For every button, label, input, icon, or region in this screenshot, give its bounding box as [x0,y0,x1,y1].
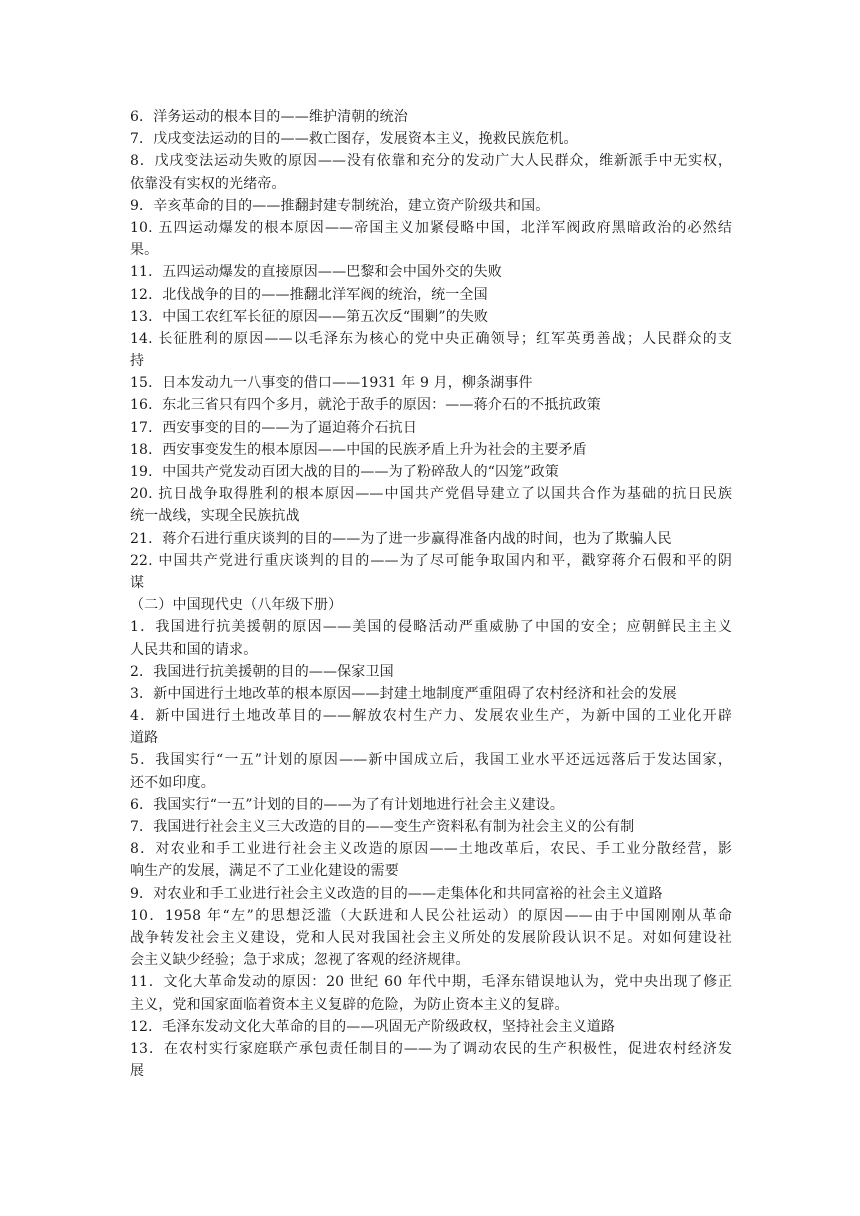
document-line: 持 [130,353,145,370]
document-line: 道路 [130,730,159,747]
document-line: 2．我国进行抗美援朝的目的——保家卫国 [130,663,394,680]
document-line: 15．日本发动九一八事变的借口——1931 年 9 月，柳条湖事件 [130,375,533,392]
document-line: 依靠没有实权的光绪帝。 [130,175,286,192]
document-line: 人民共和国的请求。 [130,641,258,658]
document-line: 10. 五四运动爆发的根本原因——帝国主义加紧侵略中国，北洋军阀政府黑暗政治的必然结 [130,219,732,236]
document-line: 18．西安事变发生的根本原因——中国的民族矛盾上升为社会的主要矛盾 [130,441,587,458]
document-line: 果。 [130,242,159,259]
document-line: 9．对农业和手工业进行社会主义改造的目的——走集体化和共同富裕的社会主义道路 [130,885,663,902]
document-line: 4．新中国进行土地改革目的——解放农村生产力、发展农业生产，为新中国的工业化开辟 [130,708,732,725]
document-line: 8．戊戌变法运动失败的原因——没有依靠和充分的发动广大人民群众，维新派手中无实权， [130,153,732,170]
document-line: 11．文化大革命发动的原因：20 世纪 60 年代中期，毛泽东错误地认为，党中央出现了修正 [130,974,732,991]
document-line: 1．我国进行抗美援朝的原因——美国的侵略活动严重威胁了中国的安全；应朝鲜民主主义 [130,619,732,636]
document-line: 6．我国实行“一五”计划的目的——为了有计划地进行社会主义建设。 [130,796,565,813]
document-line: 16．东北三省只有四个多月，就沦于敌手的原因：——蒋介石的不抵抗政策 [130,397,601,414]
document-line: 10．1958 年“左”的思想泛滥（大跃进和人民公社运动）的原因——由于中国刚刚从革命 [130,907,732,924]
document-line: 20. 抗日战争取得胜利的根本原因——中国共产党倡导建立了以国共合作为基础的抗日民族 [130,486,732,503]
document-line: 主义，党和国家面临着资本主义复辟的危险，为防止资本主义的复辟。 [130,996,569,1013]
document-line: （二）中国现代史（八年级下册） [130,597,343,614]
document-line: 21．蒋介石进行重庆谈判的目的——为了进一步赢得准备内战的时间，也为了欺骗人民 [130,530,672,547]
document-line: 14. 长征胜利的原因——以毛泽东为核心的党中央正确领导；红军英勇善战；人民群众的支 [130,330,732,347]
document-line: 12．北伐战争的目的——推翻北洋军阀的统治，统一全国 [130,286,488,303]
document-line: 13．中国工农红军长征的原因——第五次反“围剿”的失败 [130,308,489,325]
document-line: 战争转发社会主义建设，党和人民对我国社会主义所处的发展阶段认识不足。对如何建设社 [130,929,732,946]
document-line: 统一战线，实现全民族抗战 [130,508,300,525]
document-line: 3．新中国进行土地改革的根本原因——封建土地制度严重阻碍了农村经济和社会的发展 [130,685,677,702]
document-line: 11．五四运动爆发的直接原因——巴黎和会中国外交的失败 [130,264,502,281]
document-line: 会主义缺少经验；急于求成；忽视了客观的经济规律。 [130,952,470,969]
document-line: 6．洋务运动的根本目的——维护清朝的统治 [130,109,408,125]
document-line: 22. 中国共产党进行重庆谈判的目的——为了尽可能争取国内和平，戳穿蒋介石假和平的阴 [130,552,732,569]
document-line: 19．中国共产党发动百团大战的目的——为了粉碎敌人的“囚笼”政策 [130,464,559,480]
document-line: 7．戊戌变法运动的目的——救亡图存，发展资本主义，挽救民族危机。 [130,131,578,148]
document-line: 17．西安事变的目的——为了逼迫蒋介石抗日 [130,419,417,436]
document-line: 13．在农村实行家庭联产承包责任制目的——为了调动农民的生产积极性，促进农村经济发 [130,1040,732,1057]
document-line: 9．辛亥革命的目的——推翻封建专制统治，建立资产阶级共和国。 [130,197,550,214]
document-body [130,106,732,1082]
document-line: 谋 [130,574,145,591]
document-line: 还不如印度。 [130,774,215,791]
document-line: 8．对农业和手工业进行社会主义改造的原因——土地改革后，农民、手工业分散经营，影 [130,841,732,858]
document-line: 展 [130,1063,145,1080]
document-line: 7．我国进行社会主义三大改造的目的——变生产资料私有制为社会主义的公有制 [130,819,635,835]
document-line: 响生产的发展，满足不了工业化建设的需要 [130,863,399,880]
document-line: 12．毛泽东发动文化大革命的目的——巩固无产阶级政权，坚持社会主义道路 [130,1018,616,1035]
document-line: 5．我国实行“一五”计划的原因——新中国成立后，我国工业水平还远远落后于发达国家， [130,752,732,769]
